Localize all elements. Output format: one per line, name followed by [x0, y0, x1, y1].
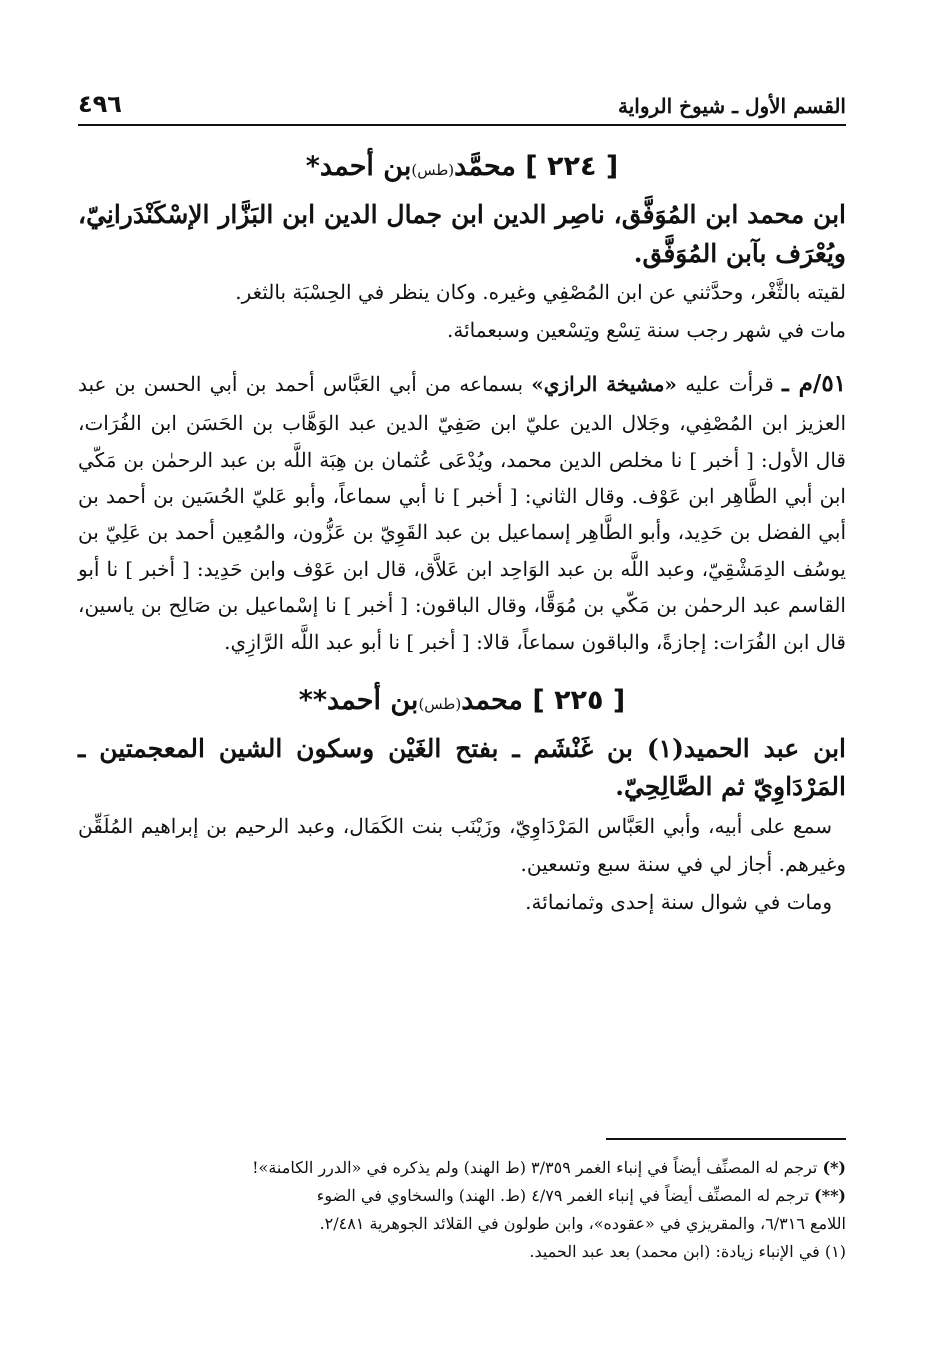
chain-text: بسماعه من أبي العَبَّاس أحمد بن أبي الحسن بن عبد العزيز ابن المُصْفِي، وجَلال الدين عليّ ابن صَفِيّ الدين عبد الوَهَّاب بن الحَسَن ابن الفُرَات، قال الأول: [ أخبر ] نا مخلص الدين محمد، ويُدْعَى عُثمان بن هِبَة اللَّه بن عبد الرحمٰن بن مَكّي ابن أبي الطَّاهِر ابن عَوْف. وقال الثاني: [ أخبر ] نا أبي سماعاً، وأبو عَليّ الحُسَين بن أحمد بن أبي الفضل بن حَدِيد، وأبو الطَّاهِر إسماعيل بن عبد القَوِيّ بن عَزُّون، والمُعِين أحمد بن عَلِيّ بن يوسُف الدِمَشْقِيّ، وعبد اللَّه بن عبد الوَاحِد ابن عَلاَّق، قال ابن عَوْف وابن حَدِيد: [ أخبر ] نا أبو القاسم عبد الرحمٰن بن مَكّي بن مُوَقَّا، وقال الباقون: [ أخبر ] نا إسْماعيل بن صَالِح بن ياسين، قال ابن الفُرَات: إجازةً، والباقون سماعاً، قالا: [ أخبر ] نا أبو عبد اللَّه الرَّازِي.	[78, 372, 846, 654]
page-header	[78, 80, 846, 126]
footnote-3	[78, 1238, 846, 1266]
entry-siglum: (طس)	[411, 161, 455, 179]
footnote-marker: *	[305, 151, 320, 182]
footnote-text: ترجم له المصنِّف أيضاً في إنباء الغمر ٣/٣٥٩ (ط الهند) ولم يذكره في «الدرر الكامنة»!	[252, 1158, 818, 1177]
entry-paragraph: ومات في شوال سنة إحدى وثمانمائة.	[525, 890, 832, 915]
entry-paragraph: مات في شهر رجب سنة تِسْع وتِسْعين وسبعمائة.	[447, 318, 846, 343]
chain-lead: قرأت عليه	[685, 372, 774, 397]
footnote-mark: (**)	[814, 1186, 846, 1205]
running-title: القسم الأول ـ شيوخ الرواية	[617, 94, 846, 118]
book-page	[78, 80, 846, 1352]
entry-paragraph: لقيته بالثَّغْر، وحدَّثني عن ابن المُصْفِي وغيره. وكان ينظر في الحِسْبَة بالثغر.	[235, 280, 846, 305]
footnote-mark: (*)	[822, 1158, 846, 1177]
entry-paragraph: سمع على أبيه، وأبي العَبَّاس المَرْدَاوِيّ، وزَيْنَب بنت الكَمَال، وعبد الرحيم بن إبراهيم المُلَقِّن وغيرهم. أجاز لي في سنة سبع وتسعين.	[78, 814, 846, 877]
isnad-paragraph	[78, 363, 846, 660]
entry-name-rest: بن أحمد	[326, 684, 419, 716]
entry-title	[78, 682, 846, 720]
footnote-mark: (١)	[824, 1242, 846, 1261]
entry-name: محمد	[461, 684, 523, 716]
chain-number: ٥١/م ـ	[782, 370, 847, 398]
biography-entry-224	[78, 148, 846, 660]
entry-lineage: ابن محمد ابن المُوَفَّق، ناصِر الدين ابن جمال الدين ابن البَزَّار الإسْكَنْدَرانِيّ، ويُعْرَف بآبن المُوَفَّق.	[78, 199, 846, 268]
footnote-rule	[606, 1138, 846, 1140]
entry-name-rest: بن أحمد	[319, 151, 412, 182]
footnote-text: ترجم له المصنِّف أيضاً في إنباء الغمر ٤/٧٩ (ط. الهند) والسخاوي في الضوء	[316, 1186, 810, 1205]
entry-name: محمَّد	[454, 151, 516, 182]
entry-lineage: ابن عبد الحميد(١) بن غَنْشَم ـ بفتح الغَيْن وسكون الشين المعجمتين ـ المَرْدَاوِيّ ثم الصَّالِحِيّ.	[78, 733, 846, 802]
entry-siglum: (طس)	[418, 694, 462, 713]
entry-number: [ ٢٢٥ ]	[532, 684, 626, 716]
entry-title	[78, 148, 846, 186]
entry-number: [ ٢٢٤ ]	[525, 151, 619, 182]
book-title: «مشيخة الرازي»	[531, 372, 677, 397]
footnote-marker: **	[298, 684, 327, 716]
footnote-2-continuation: اللامع ٦/٣١٦، والمقريزي في «عقوده»، وابن طولون في القلائد الجوهرية ٢/٤٨١.	[319, 1214, 846, 1233]
footnotes	[78, 1138, 846, 1266]
page-number: ٤٩٦	[78, 90, 122, 118]
biography-entry-225	[78, 682, 846, 921]
footnote-2	[78, 1182, 846, 1210]
footnote-text: في الإنباء زيادة: (ابن محمد) بعد عبد الحميد.	[529, 1242, 820, 1261]
footnote-1	[78, 1154, 846, 1182]
